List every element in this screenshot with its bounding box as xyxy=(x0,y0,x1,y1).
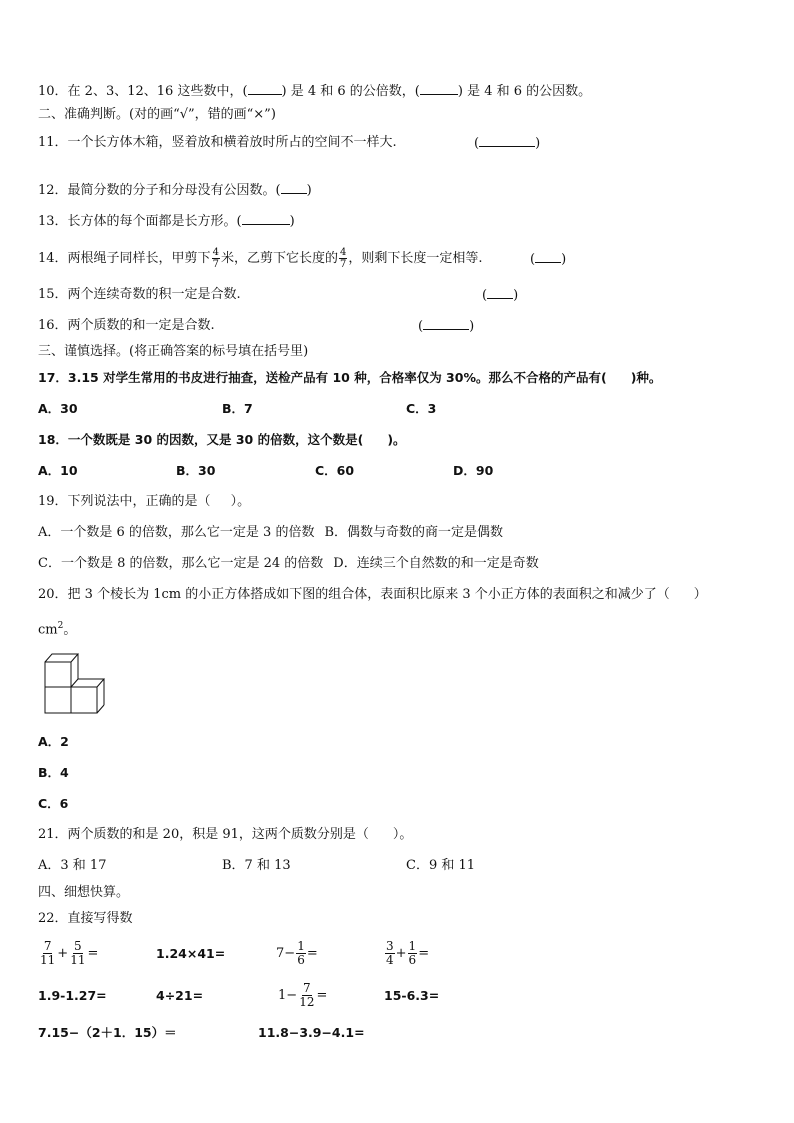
answer-blank[interactable] xyxy=(479,134,535,147)
expression: 1− $\frac{7}{12}$ = xyxy=(278,981,328,1009)
question-19: 19．下列说法中，正确的是（ ）。 xyxy=(38,494,251,509)
fraction: $\frac{4}{7}$ xyxy=(339,247,347,270)
expression: 7.15−（2＋1．15）＝ xyxy=(38,1025,177,1040)
option[interactable]: A．30 xyxy=(38,401,78,416)
option[interactable]: C．6 xyxy=(38,796,69,811)
expression: $\frac{3}{4}$ + $\frac{1}{6}$ = xyxy=(386,939,430,967)
option[interactable]: B．7 xyxy=(222,401,253,416)
question-13: 13．长方体的每个面都是长方形。( ) xyxy=(38,214,295,229)
question-21: 21．两个质数的和是 20，积是 91，这两个质数分别是（ ）。 xyxy=(38,827,413,842)
option[interactable]: C．9 和 11 xyxy=(406,858,476,873)
expression: 4÷21= xyxy=(156,988,204,1003)
fraction: $\frac{1}{6}$ xyxy=(297,939,305,967)
answer-paren: ( ) xyxy=(530,252,567,267)
fraction: $\frac{4}{7}$ xyxy=(212,247,219,270)
expression: 1.9-1.27= xyxy=(38,988,107,1003)
answer-blank[interactable] xyxy=(487,286,513,299)
expression: 11.8−3.9−4.1= xyxy=(258,1025,365,1040)
answer-blank[interactable] xyxy=(423,317,469,330)
expression: $\frac{7}{11}$ + $\frac{5}{11}$ = xyxy=(40,939,99,967)
expression: 7− $\frac{1}{6}$ = xyxy=(276,939,318,967)
question-14: 14．两根绳子同样长，甲剪下 $\frac{4}{7}$ 米，乙剪下它长度的 $\frac{4}{7}$ ，则剩下长度一定相等. xyxy=(38,247,483,270)
option[interactable]: C．一个数是 8 的倍数，那么它一定是 24 的倍数 D．连续三个自然数的和一定是奇数 xyxy=(38,556,539,571)
option[interactable]: B．7 和 13 xyxy=(222,858,291,873)
expression: 1.24×41= xyxy=(156,946,226,961)
option[interactable]: A．10 xyxy=(38,463,78,478)
fraction: $\frac{7}{12}$ xyxy=(299,981,315,1009)
answer-paren: ( ) xyxy=(418,319,475,334)
question-16: 16．两个质数的和一定是合数. xyxy=(38,318,215,333)
question-11: 11．一个长方体木箱，竖着放和横着放时所占的空间不一样大. xyxy=(38,135,397,150)
question-20: 20．把 3 个棱长为 1cm 的小正方体搭成如下图的组合体，表面积比原来 3 个小正方体的表面积之和减少了（ ） xyxy=(38,587,707,602)
section-3-heading: 三、谨慎选择。(将正确答案的标号填在括号里) xyxy=(38,344,309,359)
option[interactable]: C．3 xyxy=(406,401,437,416)
question-12: 12．最简分数的分子和分母没有公因数。( ) xyxy=(38,183,312,198)
answer-blank[interactable] xyxy=(281,181,307,194)
section-4-heading: 四、细想快算。 xyxy=(38,885,130,900)
answer-blank[interactable] xyxy=(420,82,458,95)
section-2-heading: 二、准确判断。(对的画“√”，错的画“×”) xyxy=(38,107,276,122)
option[interactable]: B．30 xyxy=(176,463,216,478)
question-17: 17．3.15 对学生常用的书皮进行抽查，送检产品有 10 种，合格率仅为 30%。那么不合格的产品有( )种。 xyxy=(38,370,662,385)
answer-paren: ( ) xyxy=(474,136,541,151)
answer-blank[interactable] xyxy=(242,212,290,225)
question-22: 22．直接写得数 xyxy=(38,911,133,926)
fraction: $\frac{5}{11}$ xyxy=(70,939,86,967)
question-18: 18．一个数既是 30 的因数，又是 30 的倍数，这个数是( )。 xyxy=(38,432,406,447)
option[interactable]: A．2 xyxy=(38,734,69,749)
cube-figure xyxy=(44,652,108,718)
answer-blank[interactable] xyxy=(248,82,282,95)
fraction: $\frac{1}{6}$ xyxy=(408,939,417,967)
answer-paren: ( ) xyxy=(482,288,519,303)
option[interactable]: C．60 xyxy=(315,463,355,478)
fraction: $\frac{7}{11}$ xyxy=(40,939,56,967)
question-15: 15．两个连续奇数的积一定是合数. xyxy=(38,287,241,302)
question-10: 10．在 2、3、12、16 这些数中，( ) 是 4 和 6 的公倍数，( ) 是 4 和 6 的公因数。 xyxy=(38,84,592,99)
option[interactable]: A．3 和 17 xyxy=(38,858,107,873)
expression: 15-6.3= xyxy=(384,988,440,1003)
answer-blank[interactable] xyxy=(535,250,561,263)
option[interactable]: B．4 xyxy=(38,765,69,780)
unit-line: $cm^2$。 xyxy=(38,621,77,638)
fraction: $\frac{3}{4}$ xyxy=(386,939,394,967)
option[interactable]: A．一个数是 6 的倍数，那么它一定是 3 的倍数 B．偶数与奇数的商一定是偶数 xyxy=(38,525,504,540)
option[interactable]: D．90 xyxy=(453,463,494,478)
